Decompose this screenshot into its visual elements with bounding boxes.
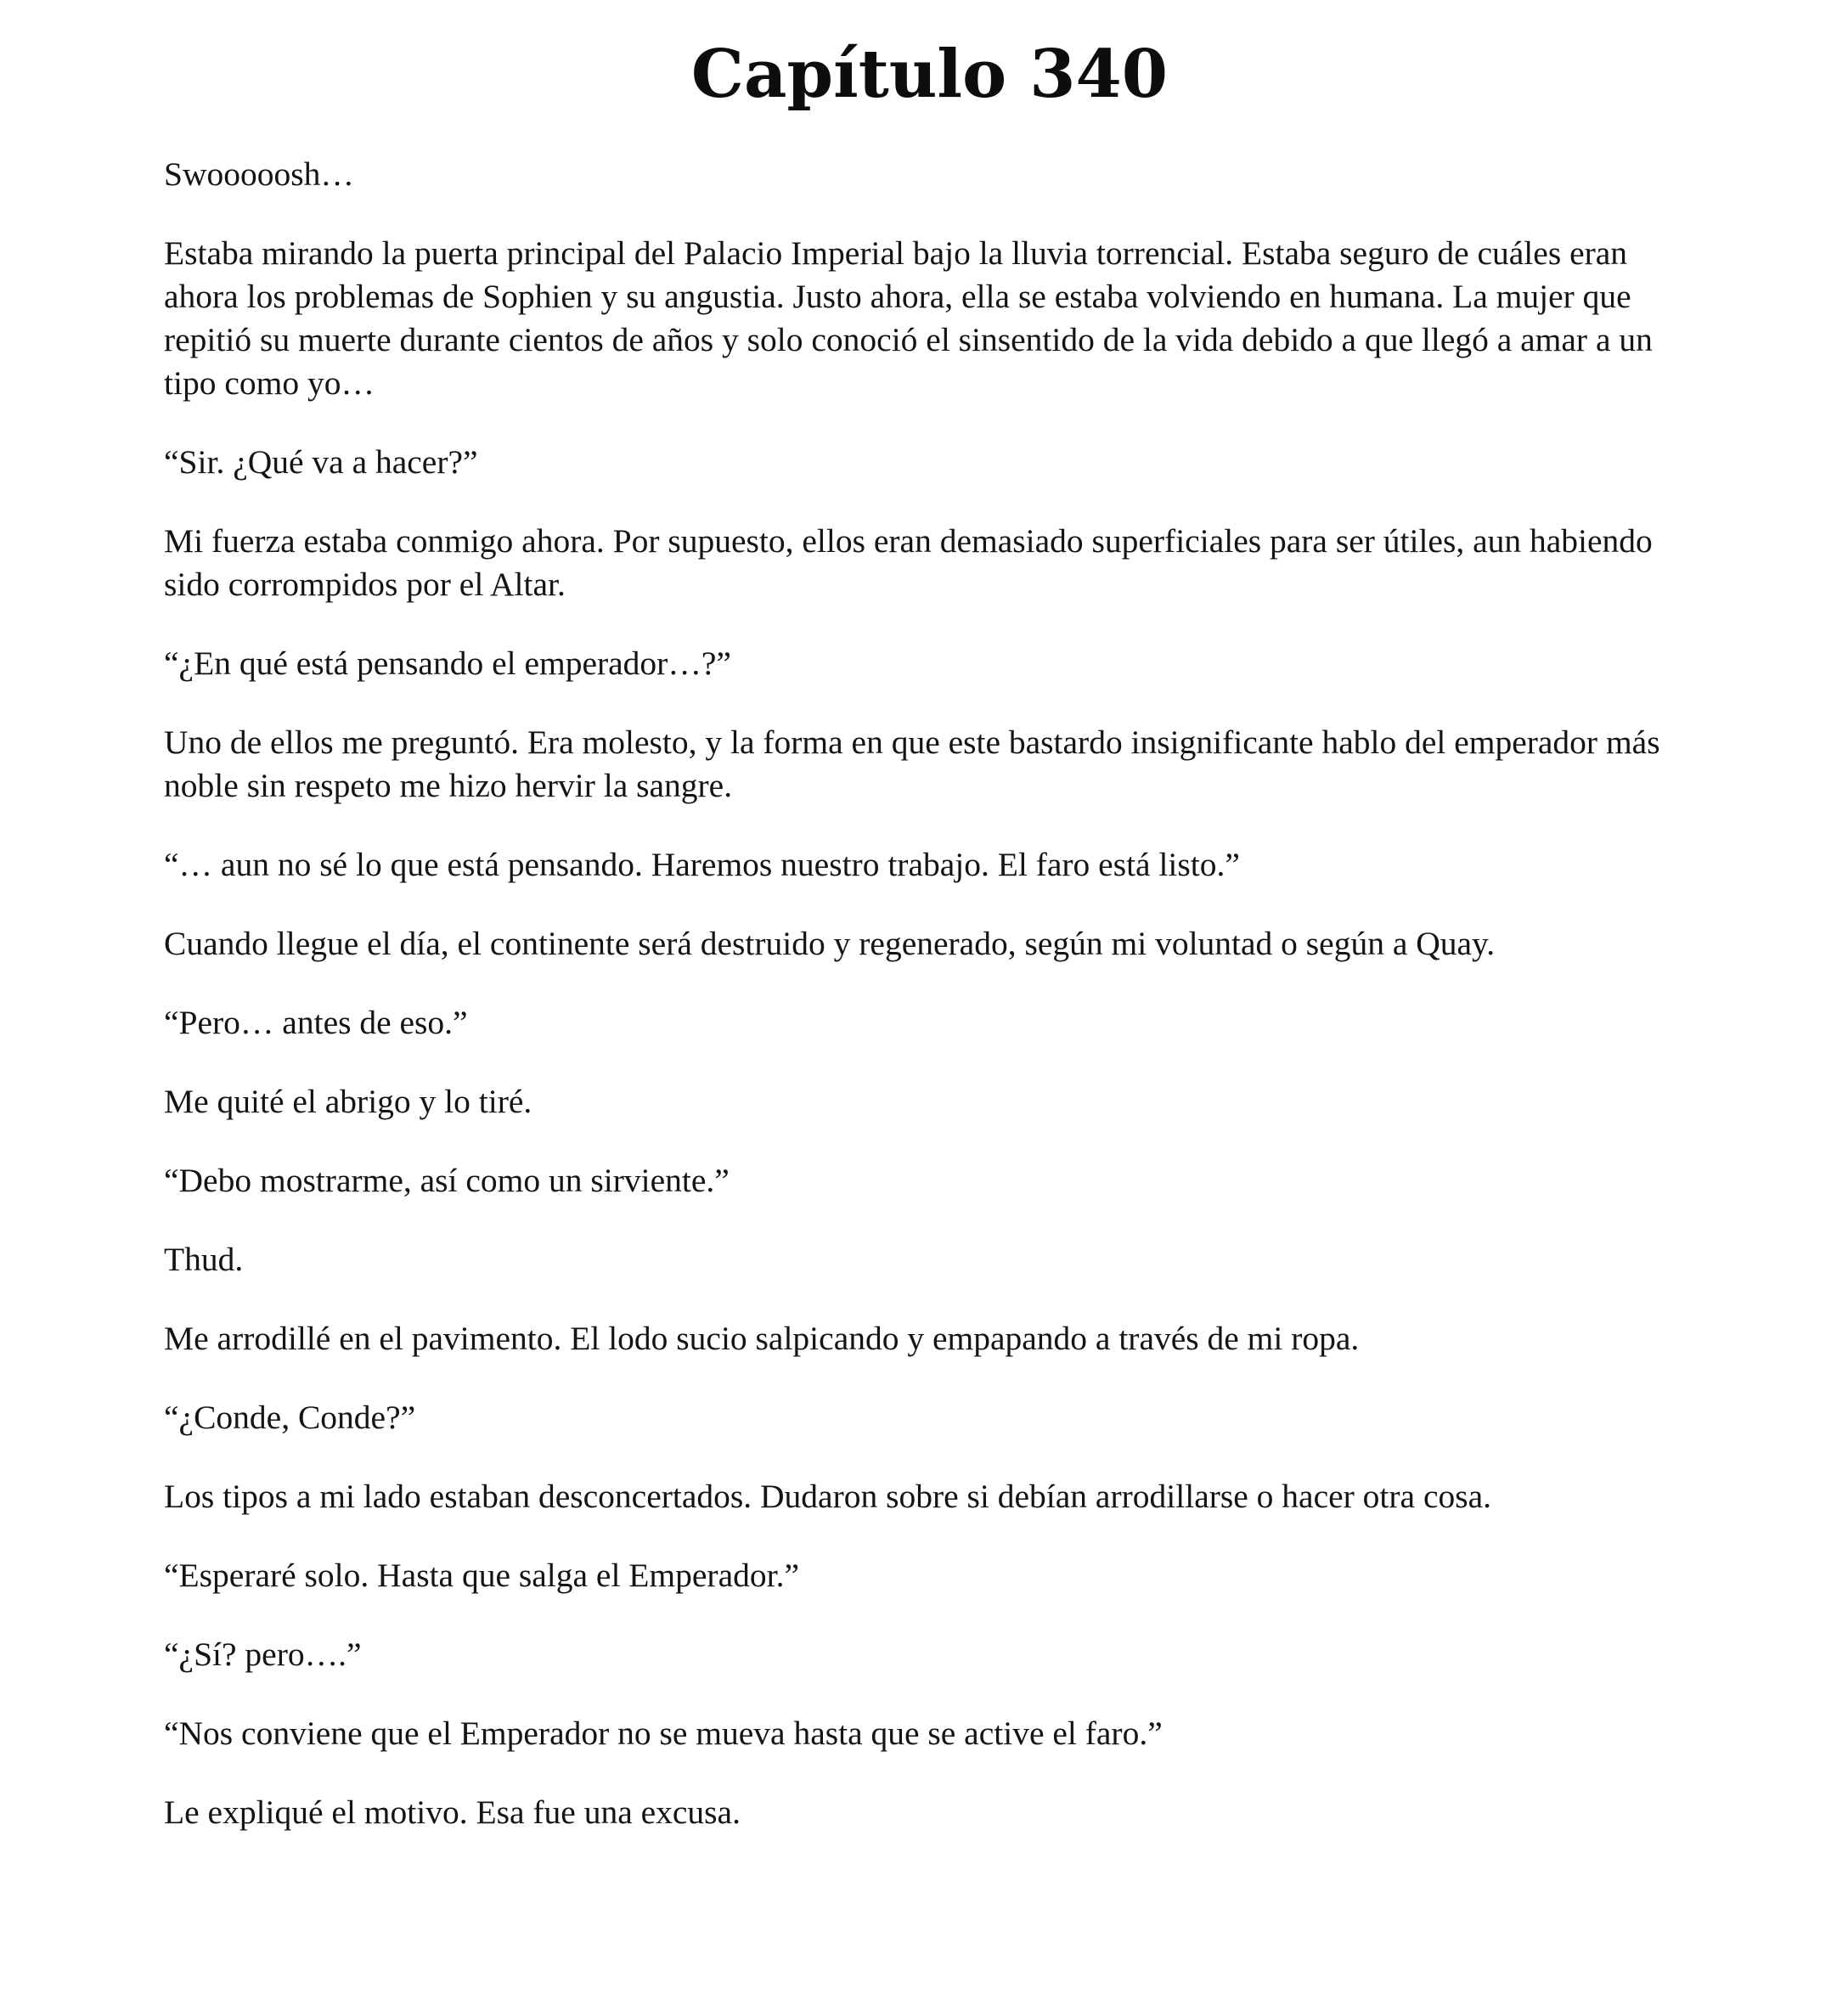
paragraph: Me arrodillé en el pavimento. El lodo sucio salpicando y empapando a través de mi ropa. (164, 1320, 1360, 1357)
paragraph: Estaba mirando la puerta principal del Palacio Imperial bajo la lluvia torrencial. Estaba seguro de cuáles eran ahora los problemas de Sophien y su angustia. Justo ahora, ella se estaba volviendo en humana. La mujer que repitió su muerte durante cientos de años y solo conoció el sinsentido de la vida debido a que llegó a amar a un tipo como yo… (164, 234, 1653, 402)
paragraph: Los tipos a mi lado estaban desconcertados. Dudaron sobre si debían arrodillarse o hacer otra cosa. (164, 1478, 1492, 1515)
paragraph: Me quité el abrigo y lo tiré. (164, 1083, 532, 1120)
paragraph: Thud. (164, 1241, 244, 1278)
paragraph: “… aun no sé lo que está pensando. Haremos nuestro trabajo. El faro está listo.” (164, 846, 1240, 883)
paragraph: Swooooosh… (164, 155, 354, 193)
paragraph: Cuando llegue el día, el continente será destruido y regenerado, según mi voluntad o según a Quay. (164, 925, 1496, 962)
paragraph: Le expliqué el motivo. Esa fue una excusa. (164, 1793, 741, 1831)
paragraph: “¿Sí? pero….” (164, 1636, 362, 1673)
paragraph: Mi fuerza estaba conmigo ahora. Por supuesto, ellos eran demasiado superficiales para ser útiles, aun habiendo sido corrompidos por el Altar. (164, 522, 1653, 603)
chapter-title: Capítulo 340 (690, 36, 1169, 113)
paragraph: “¿Conde, Conde?” (164, 1399, 416, 1436)
paragraph: “Esperaré solo. Hasta que salga el Emperador.” (164, 1557, 799, 1594)
paragraph: “Pero… antes de eso.” (164, 1004, 468, 1041)
paragraph: “Debo mostrarme, así como un sirviente.” (164, 1162, 730, 1199)
paragraph: “Sir. ¿Qué va a hacer?” (164, 443, 478, 481)
paragraph: “Nos conviene que el Emperador no se mueva hasta que se active el faro.” (164, 1715, 1163, 1752)
paragraph: “¿En qué está pensando el emperador…?” (164, 645, 731, 682)
chapter-body (164, 153, 1695, 1834)
paragraph: Uno de ellos me preguntó. Era molesto, y la forma en que este bastardo insignificante hablo del emperador más noble sin respeto me hizo hervir la sangre. (164, 724, 1660, 804)
